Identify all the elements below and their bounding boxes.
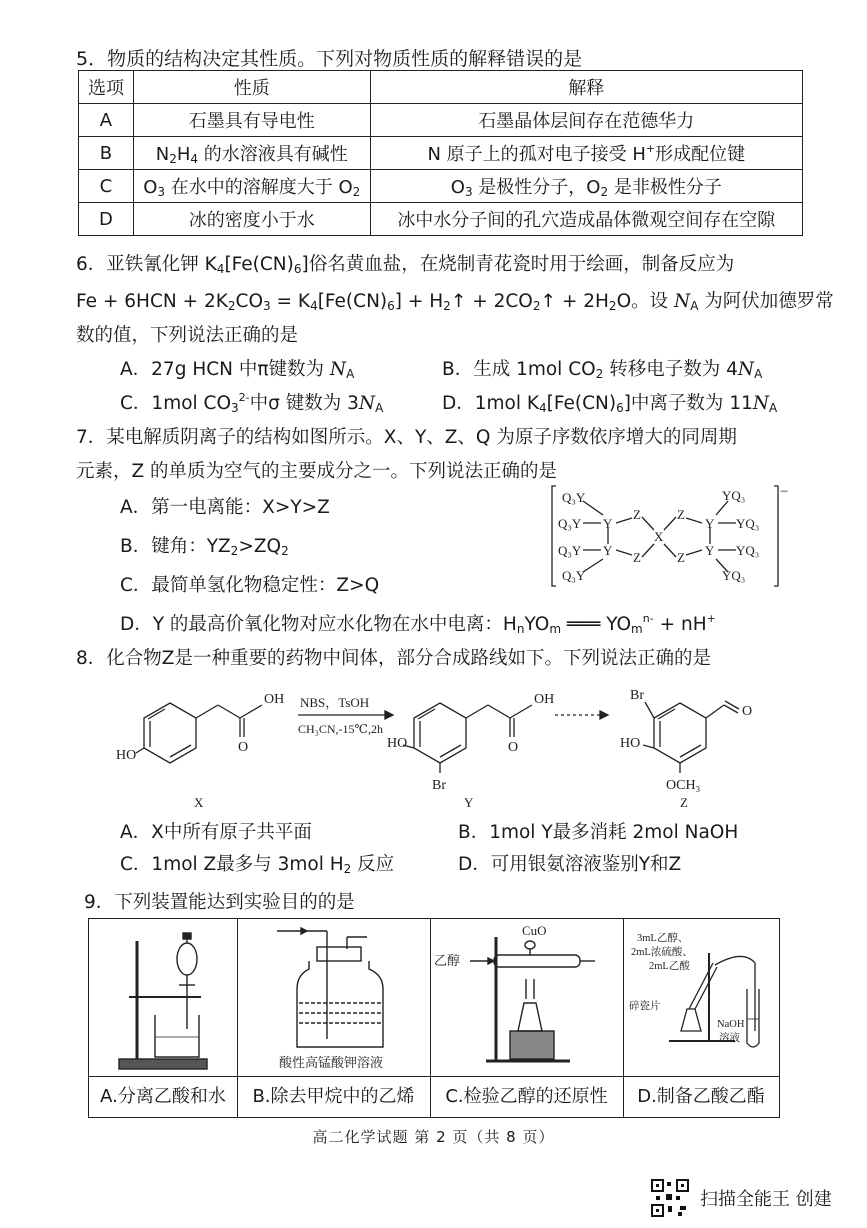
atom-y: Y [705,516,715,531]
q7-option-b: B．键角：$YZ_2>ZQ_2$ [120,536,289,558]
compound-label-x: X [194,795,204,810]
q6-stem-line1: 6．亚铁氰化钾 $K_4[Fe(CN)_6]$俗名黄血盐，在烧制青花瓷时用于绘画，制备反应为 [76,254,735,276]
row-property: 石墨具有导电性 [133,104,370,137]
atom-z: Z [633,507,641,522]
label-oh: OH [264,692,285,707]
gas-washing-bottle-figure [237,919,430,1077]
q6-stem-line3: 数的值，下列说法正确的是 [76,325,299,346]
row-explanation: 冰中水分子间的孔穴造成晶体微观空间存在空隙 [370,203,802,236]
label-ho: HO [116,748,137,763]
header-option: 选项 [79,71,134,104]
row-explanation: 石墨晶体层间存在范德华力 [370,104,802,137]
group-yq3: YQ₃ [736,543,760,558]
apparatus-d [623,919,779,1117]
compound-label-y: Y [464,795,474,810]
benzene-ring-z [654,703,706,763]
row-explanation: $O_3$ 是极性分子，$O_2$ 是非极性分子 [370,170,802,203]
group-q3y: Q₃Y [562,490,586,505]
q7-stem-line2: 元素，Z 的单质为空气的主要成分之一。下列说法正确的是 [76,461,558,482]
atom-z: Z [677,550,685,565]
label-reagent-h2so4: 2mL浓硫酸、 [631,947,693,958]
label-br: Br [630,688,644,703]
q7-option-c: C．最简单氢化物稳定性：Z>Q [120,575,380,596]
label-och3: OCH₃ [666,778,701,793]
q6-option-c: C．1mol $CO_3^{2-}$中σ 键数为 $3N_A$ [120,391,384,415]
q8-option-a: A．X中所有原子共平面 [120,822,312,843]
row-option: B [79,137,134,170]
table-row [79,137,803,170]
label-br: Br [432,778,446,793]
reagent-line1: NBS，TsOH [300,695,370,710]
anion-structure-figure [550,482,800,590]
q6-option-b: B．生成 1mol $CO_2$ 转移电子数为 $4N_A$ [442,359,763,381]
q8-stem: 8．化合物Z是一种重要的药物中间体，部分合成路线如下。下列说法正确的是 [76,648,711,669]
label-naoh: NaOH [717,1019,745,1030]
label-ethanol: 乙醇 [434,953,461,968]
atom-y: Y [603,543,613,558]
caption-a: A.分离乙酸和水 [89,1076,237,1117]
row-option: D [79,203,134,236]
label-reagent-acetic-acid: 2mL乙酸 [649,961,690,972]
q5-table [78,70,803,236]
label-solution: 溶液 [719,1033,740,1044]
caption-d: D.制备乙酸乙酯 [623,1076,779,1117]
ester-preparation-figure [623,919,779,1077]
apparatus-b [237,919,431,1117]
charge-sign: − [780,484,789,500]
caption-b: B.除去甲烷中的乙烯 [237,1076,430,1117]
label-ho: HO [387,736,408,751]
separatory-funnel-figure [89,919,237,1077]
q6-option-d: D．1mol $K_4[Fe(CN)_6]$中离子数为 $11N_A$ [442,393,778,415]
q5-stem: 5．物质的结构决定其性质。下列对物质性质的解释错误的是 [76,48,583,70]
watermark-text: 扫描全能王 创建 [700,1189,832,1210]
label-kmno4: 酸性高锰酸钾溶液 [279,1056,384,1071]
q7-stem-line1: 7．某电解质阴离子的结构如图所示。X、Y、Z、Q 为原子序数依序增大的同周期 [76,427,737,448]
row-option: A [79,104,134,137]
atom-y: Y [705,543,715,558]
compound-label-z: Z [680,795,688,810]
q6-option-a: A．27g HCN 中π键数为 $N_A$ [120,359,355,381]
group-yq3: YQ₃ [736,516,760,531]
q9-stem: 9．下列装置能达到实验目的的是 [84,892,355,913]
label-oh: OH [534,692,555,707]
q6-stem-line2: $Fe + 6HCN + 2K_2CO_3 = K_4[Fe(CN)_6]$ + $H_2↑$ + $2CO_2↑ + 2H_2O$。设 $N_A$ 为阿伏加德罗常 [76,291,834,313]
atom-x: X [654,529,664,544]
reagent-line2: CH₃CN,-15℃,2h [298,722,383,736]
atom-y: Y [603,516,613,531]
q9-apparatus-table [88,918,780,1118]
q7-option-d: D．Y 的最高价氧化物对应水化物在水中电离：$H_nYO_m$ ═══ $YO_m^{n-} + nH^+$ [120,612,716,636]
label-o: O [742,704,753,719]
group-yq3: YQ₃ [722,488,746,503]
label-ho: HO [620,736,641,751]
apparatus-c [430,919,624,1117]
label-cuo: CuO [522,923,547,938]
table-header-row [79,71,803,104]
row-property: 冰的密度小于水 [133,203,370,236]
benzene-ring-x [144,703,196,763]
qr-code-icon [650,1178,690,1218]
group-q3y: Q₃Y [562,568,586,583]
label-o: O [238,740,249,755]
row-property: $N_2H_4$ 的水溶液具有碱性 [133,137,370,170]
q8-option-c: C．1mol Z最多与 3mol $H_2$ 反应 [120,854,395,876]
group-yq3: YQ₃ [722,568,746,583]
page-footer: 高二化学试题 第 2 页（共 8 页） [312,1128,555,1146]
label-reagent-ethanol: 3mL乙醇、 [637,933,689,944]
apparatus-a [89,919,238,1117]
scanner-watermark [650,1178,832,1218]
group-q3y: Q₃Y [558,516,582,531]
table-row [79,104,803,137]
row-explanation: N 原子上的孤对电子接受 H+形成配位键 [370,137,802,170]
header-property: 性质 [133,71,370,104]
q8-option-b: B．1mol Y最多消耗 2mol NaOH [458,822,739,843]
row-property: $O_3$ 在水中的溶解度大于 $O_2$ [133,170,370,203]
ethanol-oxidation-figure [430,919,623,1077]
label-o: O [508,740,519,755]
row-option: C [79,170,134,203]
benzene-ring-y [414,703,466,763]
header-explanation: 解释 [370,71,802,104]
atom-z: Z [633,550,641,565]
table-row [79,203,803,236]
label-chips: 碎瓷片 [629,1001,661,1012]
group-q3y: Q₃Y [558,543,582,558]
q8-option-d: D．可用银氨溶液鉴别Y和Z [458,854,682,875]
atom-z: Z [677,507,685,522]
table-row [79,170,803,203]
synthesis-route-figure [100,675,820,815]
caption-c: C.检验乙醇的还原性 [430,1076,623,1117]
q7-option-a: A．第一电离能：X>Y>Z [120,497,330,518]
